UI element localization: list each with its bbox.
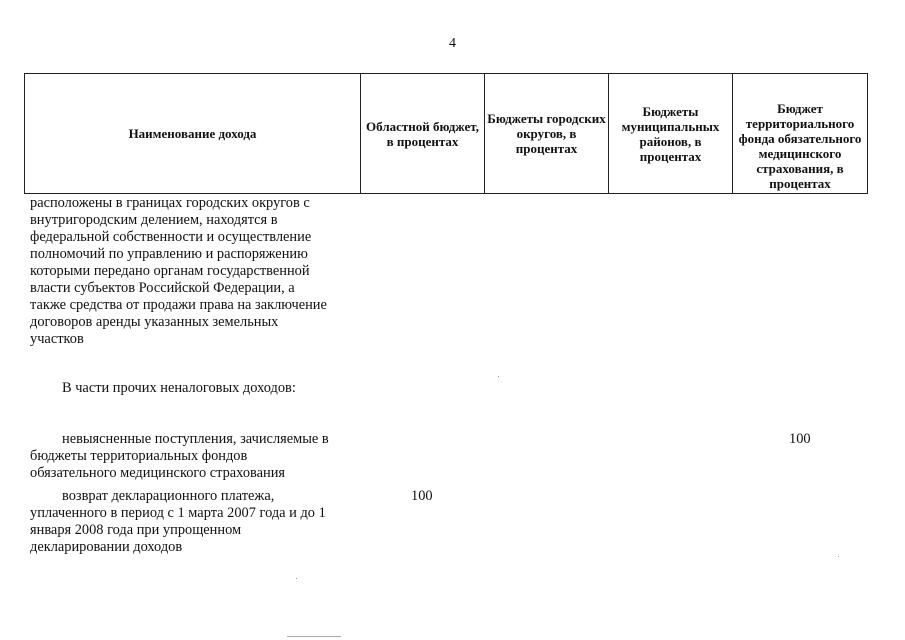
col-city-districts-header: Бюджеты городских округов, в процентах bbox=[485, 74, 609, 194]
text-line: власти субъектов Российской Федерации, а bbox=[30, 280, 295, 296]
tfoms-value: 100 bbox=[789, 431, 811, 447]
text-line: возврат декларационного платежа, bbox=[62, 488, 275, 504]
text-line: участков bbox=[30, 331, 84, 347]
text-line: федеральной собственности и осуществление bbox=[30, 229, 312, 245]
scan-speck bbox=[838, 556, 839, 557]
text-line: полномочий по управлению и распоряжению bbox=[30, 246, 308, 262]
text-line: внутригородским делением, находятся в bbox=[30, 212, 278, 228]
text-line: невыясненные поступления, зачисляемые в bbox=[62, 431, 329, 447]
text-line: расположены в границах городских округов с bbox=[30, 195, 310, 211]
text-line: уплаченного в период с 1 марта 2007 года и до 1 bbox=[30, 505, 326, 521]
table-header bbox=[24, 73, 868, 194]
text-line: которыми передано органам государственной bbox=[30, 263, 310, 279]
scan-mark bbox=[287, 636, 341, 637]
regional-budget-value: 100 bbox=[411, 488, 433, 504]
text-line: бюджеты территориальных фондов bbox=[30, 448, 248, 464]
col-regional-budget-header: Областной бюджет, в процентах bbox=[361, 74, 485, 194]
text-line: также средства от продажи права на заключение bbox=[30, 297, 327, 313]
col-tfoms-header: Бюджет территориального фонда обязательного медицинского страхования, в процентах bbox=[733, 74, 868, 194]
scan-speck bbox=[498, 376, 499, 377]
text-line: договоров аренды указанных земельных bbox=[30, 314, 279, 330]
text-line: декларировании доходов bbox=[30, 539, 183, 555]
col-municipal-districts-header: Бюджеты муниципальных районов, в процентах bbox=[609, 74, 733, 194]
section-heading: В части прочих неналоговых доходов: bbox=[62, 380, 296, 396]
text-line: обязательного медицинского страхования bbox=[30, 465, 286, 481]
text-line: января 2008 года при упрощенном bbox=[30, 522, 242, 538]
page-number: 4 bbox=[449, 36, 456, 51]
col-income-name-header: Наименование дохода bbox=[25, 74, 361, 194]
scan-speck bbox=[296, 578, 297, 579]
